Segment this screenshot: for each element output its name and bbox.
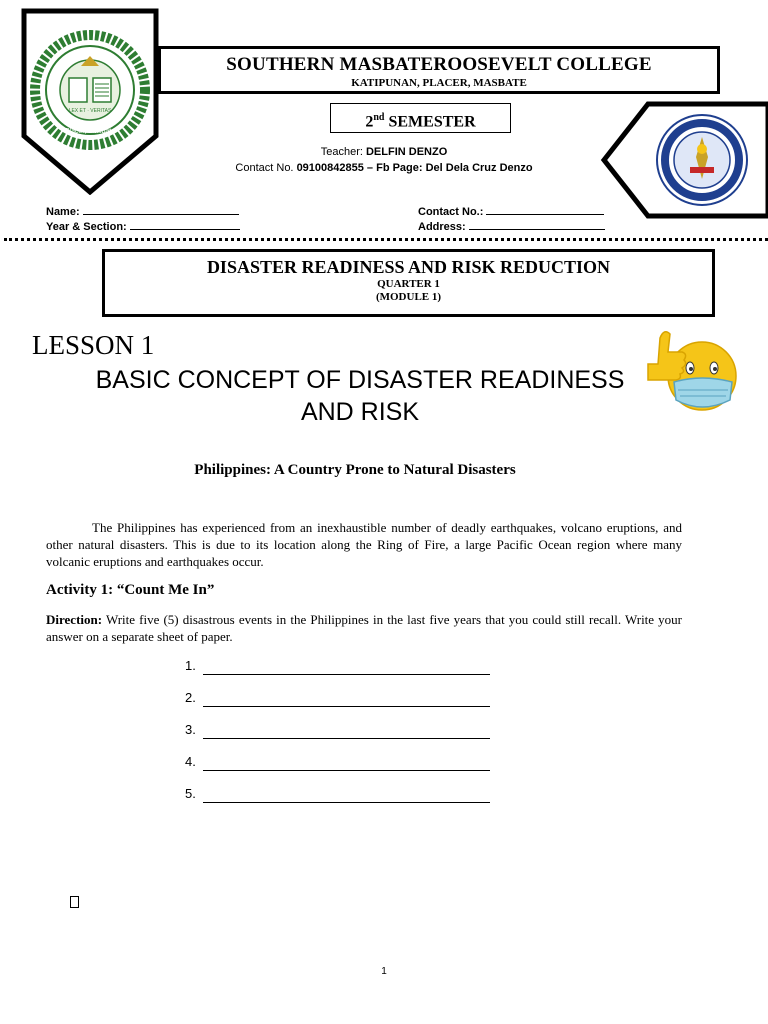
address-field[interactable]: [418, 220, 605, 233]
address-label: Address:: [418, 221, 466, 233]
year-section-field[interactable]: [46, 220, 240, 233]
college-name: SOUTHERN MASBATEROOSEVELT COLLEGE: [226, 54, 652, 75]
answer-number: 4.: [185, 754, 196, 769]
answer-list: [185, 658, 490, 818]
answer-line[interactable]: [203, 690, 490, 707]
direction-label: Direction:: [46, 612, 103, 627]
semester-suffix: nd: [373, 112, 385, 123]
fb-page: Del Dela Cruz Denzo: [425, 162, 533, 174]
college-header-box: [158, 46, 720, 94]
semester-label: SEMESTER: [388, 113, 476, 131]
teacher-name: DELFIN DENZO: [365, 146, 448, 158]
svg-text:Placer, Masbate: Placer, Masbate: [64, 128, 116, 135]
answer-item[interactable]: [185, 754, 490, 786]
answer-number: 3.: [185, 722, 196, 737]
subject-box: [102, 249, 715, 317]
subject-title: DISASTER READINESS AND RISK REDUCTION: [206, 257, 611, 277]
answer-line[interactable]: [203, 754, 490, 771]
lesson-topic: [60, 364, 660, 428]
answer-line[interactable]: [203, 722, 490, 739]
name-blank[interactable]: [83, 205, 239, 215]
answer-line[interactable]: [203, 786, 490, 803]
activity-label: Activity 1:: [46, 582, 114, 598]
answer-item[interactable]: [185, 690, 490, 722]
subject-quarter: QUARTER 1: [377, 278, 440, 290]
semester-box: [330, 103, 511, 133]
answer-item[interactable]: [185, 786, 490, 818]
activity-direction: [46, 611, 682, 645]
answer-item[interactable]: [185, 658, 490, 690]
name-label: Name:: [46, 206, 80, 218]
contact-number: 09100842855: [296, 162, 364, 174]
fb-prefix: – Fb Page:: [366, 162, 423, 174]
direction-text: Write five (5) disastrous events in the Philippines in the last five years that you could still recall. Write your answer on a separate sheet of paper.: [46, 612, 683, 644]
answer-number: 5.: [185, 786, 196, 801]
subject-module: (MODULE 1): [375, 291, 442, 303]
activity-heading: [46, 582, 214, 599]
semester-ordinal: 2: [365, 113, 374, 131]
contact-label: Contact No.:: [418, 206, 484, 218]
answer-number: 2.: [185, 690, 196, 705]
lesson-number: LESSON 1: [32, 330, 155, 360]
name-field[interactable]: [46, 205, 239, 218]
contact-line: [0, 162, 768, 174]
section-paragraph: The Philippines has experienced from an inexhaustible number of deadly earthquakes, volcano eruptions, and other natural disasters. This is due to its location along the Ring of Fire, a large Pacific Ocean region where many volcanic eruptions and earthquakes occur.: [46, 520, 682, 569]
lesson-topic-line2: AND RISK: [300, 398, 420, 426]
thumbs-up-mask-emoji-icon: [638, 324, 738, 416]
dotted-divider: [4, 238, 768, 241]
contact-prefix: Contact No.: [235, 162, 294, 174]
missing-glyph-box-icon: [70, 896, 79, 908]
address-blank[interactable]: [469, 220, 605, 230]
contact-blank[interactable]: [486, 205, 604, 215]
contact-field[interactable]: [418, 205, 604, 218]
section-title: Philippines: A Country Prone to Natural Disasters: [194, 462, 516, 478]
college-address: KATIPUNAN, PLACER, MASBATE: [351, 77, 527, 89]
answer-item[interactable]: [185, 722, 490, 754]
svg-text:LEX ET · VERITAS: LEX ET · VERITAS: [68, 108, 112, 114]
answer-line[interactable]: [203, 658, 490, 675]
year-section-label: Year & Section:: [46, 221, 127, 233]
teacher-line: [0, 146, 768, 158]
page-number: 1: [381, 966, 387, 977]
deped-seal-logo: [600, 101, 768, 219]
lesson-topic-line1: BASIC CONCEPT OF DISASTER READINESS: [95, 366, 625, 394]
teacher-prefix: Teacher:: [320, 146, 363, 158]
answer-number: 1.: [185, 658, 196, 673]
year-section-blank[interactable]: [130, 220, 240, 230]
activity-name: “Count Me In”: [116, 582, 215, 598]
